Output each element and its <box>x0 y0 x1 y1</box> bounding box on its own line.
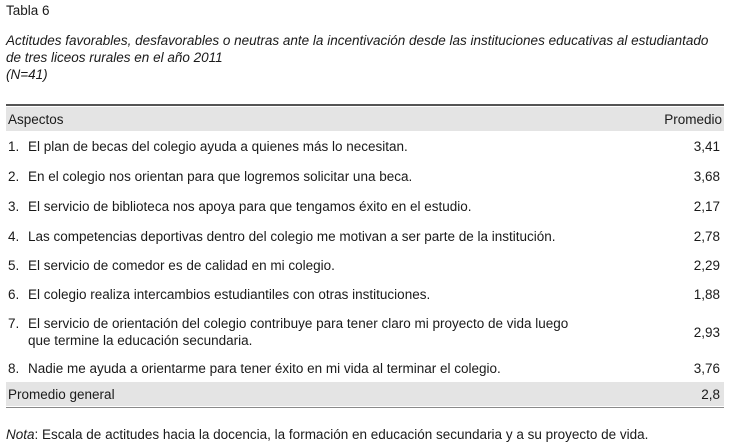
row-number: 6. <box>8 287 20 302</box>
table-row <box>6 167 724 189</box>
note-text: : Escala de actitudes hacia la docencia, la formación en educación secundaria y a su proyecto de vida. <box>34 427 649 442</box>
row-number: 3. <box>8 199 20 214</box>
row-average-value: 2,17 <box>693 199 720 214</box>
row-average-value: 2,78 <box>693 229 720 244</box>
table-bottom-rule <box>6 407 724 408</box>
row-aspect-text: El servicio de biblioteca nos apoya para que tengamos éxito en el estudio. <box>28 199 472 214</box>
table-top-rule <box>6 104 724 106</box>
row-average-value: 3,76 <box>693 361 720 376</box>
header-aspects: Aspectos <box>8 112 64 127</box>
table-row <box>6 359 724 381</box>
row-average-value: 2,93 <box>693 325 720 340</box>
table-number-label: Tabla 6 <box>6 3 50 18</box>
table-row <box>6 227 724 249</box>
row-aspect-text: Las competencias deportivas dentro del colegio me motivan a ser parte de la institución. <box>28 229 556 244</box>
table-note <box>6 426 648 443</box>
row-number: 5. <box>8 258 20 273</box>
row-aspect-text: Nadie me ayuda a orientarme para tener éxito en mi vida al terminar el colegio. <box>28 361 501 376</box>
footer-overall-average-value: 2,8 <box>701 387 720 402</box>
row-number: 8. <box>8 361 20 376</box>
table-row <box>6 314 724 354</box>
caption-line-1: Actitudes favorables, desfavorables o neutras ante la incentivación desde las instituciones educativas al estudiantado <box>6 33 709 48</box>
row-average-value: 1,88 <box>693 287 720 302</box>
table-row <box>6 256 724 278</box>
table-header-row <box>6 107 724 131</box>
header-average: Promedio <box>664 112 722 127</box>
caption-line-3: (N=41) <box>6 67 48 82</box>
row-number: 1. <box>8 139 20 154</box>
footer-overall-average-label: Promedio general <box>8 387 115 402</box>
row-number: 7. <box>8 316 20 331</box>
note-label: Nota <box>6 427 35 442</box>
row-aspect-text: El servicio de comedor es de calidad en mi colegio. <box>28 258 335 273</box>
table-row <box>6 285 724 307</box>
row-average-value: 2,29 <box>693 258 720 273</box>
table-caption <box>6 32 722 83</box>
row-average-value: 3,41 <box>693 139 720 154</box>
row-aspect-text: En el colegio nos orientan para que logremos solicitar una beca. <box>28 169 413 184</box>
row-number: 2. <box>8 169 20 184</box>
row-aspect-text: El plan de becas del colegio ayuda a quienes más lo necesitan. <box>28 139 408 154</box>
row-aspect-text: El colegio realiza intercambios estudiantiles con otras instituciones. <box>28 287 431 302</box>
row-average-value: 3,68 <box>693 169 720 184</box>
table-row <box>6 137 724 159</box>
table-footer-row <box>6 382 724 406</box>
row-aspect-text-line-2: que termine la educación secundaria. <box>28 333 253 348</box>
row-number: 4. <box>8 229 20 244</box>
caption-line-2: de tres liceos rurales en el año 2011 <box>6 50 223 65</box>
row-aspect-text-line-1: El servicio de orientación del colegio contribuye para tener claro mi proyecto de vida luego <box>28 316 569 331</box>
table-row <box>6 197 724 219</box>
